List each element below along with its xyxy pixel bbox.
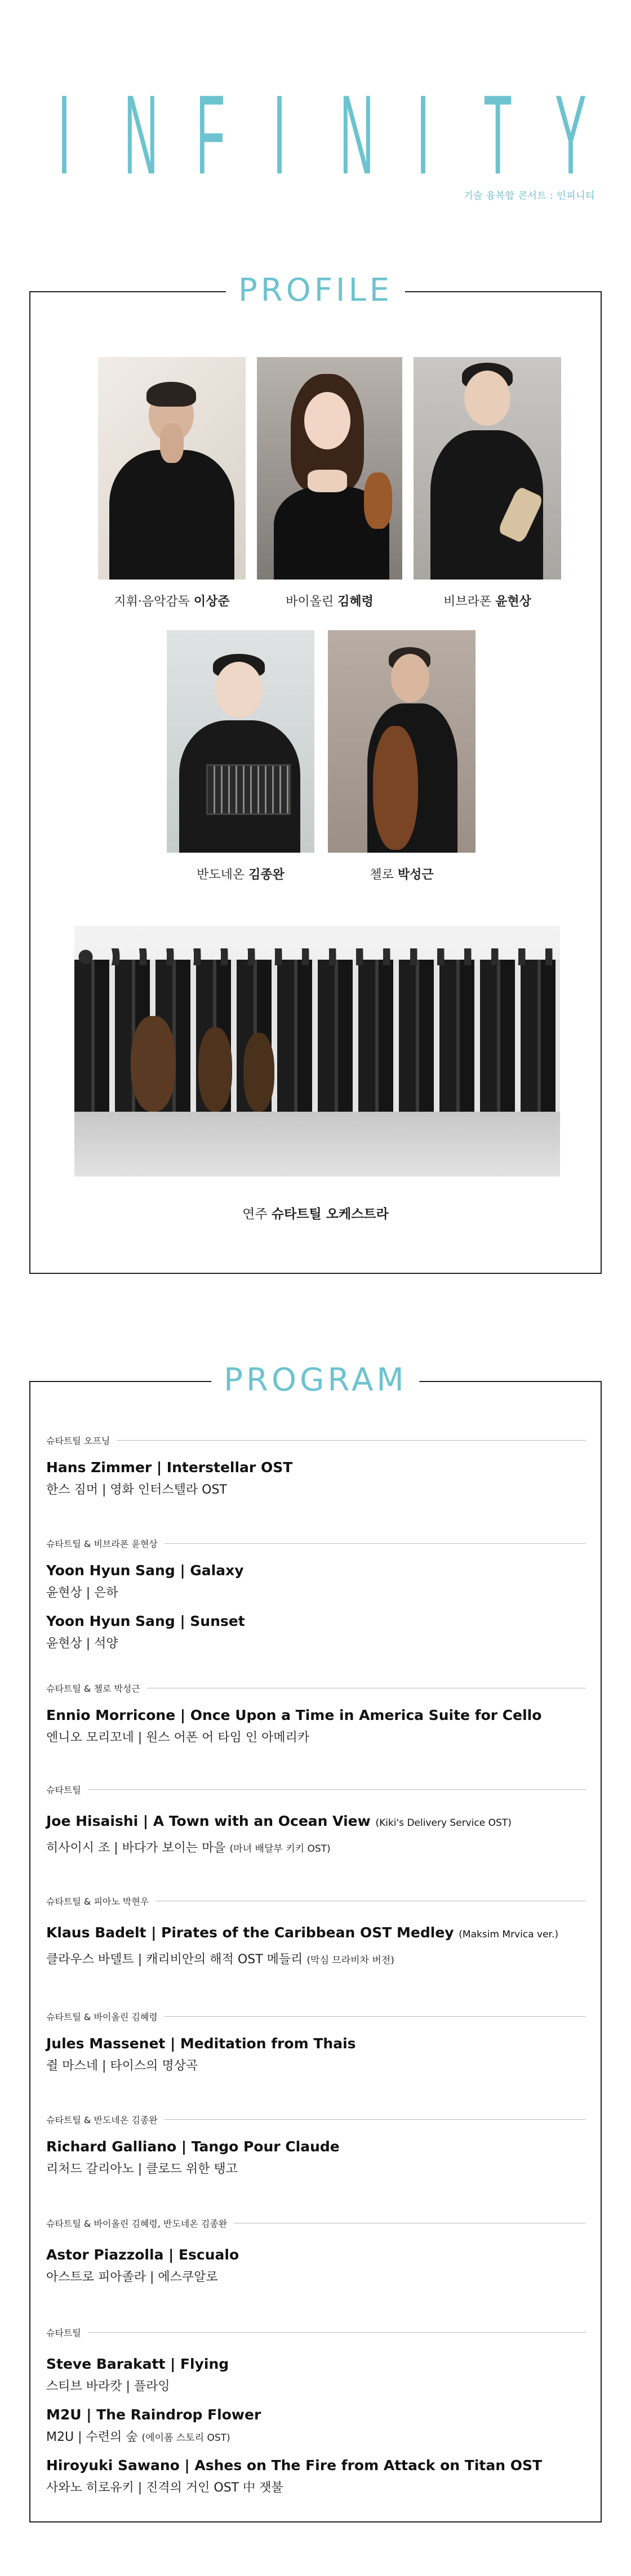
piece-title-ko-text: 클라우스 바델트 | 캐리비안의 해적 OST 메들리 [46, 1953, 303, 1967]
performer-label [46, 1537, 586, 1550]
program-block-vibraphone [46, 1537, 586, 1651]
piece-title-en: Hans Zimmer | Interstellar OST [46, 1459, 293, 1476]
person-name: 윤현상 [495, 595, 531, 609]
piece-note-ko: (마녀 배달부 키키 OST) [229, 1843, 331, 1855]
piece-title-en: Richard Galliano | Tango Pour Claude [46, 2138, 340, 2155]
piece-title-en: Ennio Morricone | Once Upon a Time in America Suite for Cello [46, 1707, 542, 1723]
piece-title-en: M2U | The Raindrop Flower [46, 2406, 261, 2423]
piece-title-ko [46, 1838, 586, 1856]
orchestra-name: 슈타트틸 오케스트라 [271, 1207, 389, 1222]
performer-label-text: 슈타트틸 오프닝 [46, 1436, 110, 1446]
divider-line [165, 1543, 586, 1544]
profile-card-vibraphone [414, 357, 561, 609]
piece-title-ko: 한스 짐머 | 영화 인터스텔라 OST [46, 1483, 227, 1497]
performer-label-text: 슈타트틸 [46, 1785, 81, 1795]
program-item [46, 1613, 586, 1651]
orchestra-caption [30, 1204, 601, 1222]
performer-label [46, 2010, 586, 2023]
role-label: 첼로 [370, 868, 394, 882]
divider-line [165, 2119, 586, 2120]
program-title: PROGRAM [211, 1362, 419, 1399]
piece-title-ko: 스티브 바라캇 | 플라잉 [46, 2379, 170, 2394]
performer-label-text: 슈타트틸 & 바이올린 김혜령 [46, 2012, 158, 2022]
piece-title-ko: 리처드 갈리아노 | 클로드 위한 탱고 [46, 2162, 238, 2176]
piece-title-en [46, 1924, 586, 1941]
piece-title-ko-text: M2U | 수련의 숲 [46, 2430, 138, 2444]
bandoneonist-photo [167, 630, 314, 853]
piece-note-en: (Maksim Mrvica ver.) [459, 1929, 558, 1940]
piece-title-ko: 윤현상 | 은하 [46, 1586, 118, 1600]
profile-card-violin [257, 357, 402, 609]
program-block-galliano [46, 2113, 586, 2177]
performer-label-text: 슈타트틸 & 첼로 박성근 [46, 1683, 140, 1694]
piece-title-ko [46, 1950, 586, 1967]
piece-note-en: (Kiki's Delivery Service OST) [375, 1817, 512, 1829]
profile-card-cello [328, 630, 476, 883]
profile-card-bandoneon [167, 630, 314, 883]
program-block-piazzolla [46, 2217, 586, 2285]
program-item [46, 2138, 586, 2177]
role-label: 연주 [242, 1207, 268, 1222]
logo-letter: T [483, 72, 512, 198]
piece-title-en: Jules Massenet | Meditation from Thais [46, 2035, 356, 2052]
role-label: 바이올린 [286, 595, 334, 609]
divider-line [88, 2332, 586, 2333]
performer-label-text: 슈타트틸 & 비브라폰 윤현상 [46, 1539, 158, 1549]
piece-title-en: Yoon Hyun Sang | Galaxy [46, 1562, 244, 1579]
violin-caption [257, 592, 402, 609]
cellist-photo [328, 630, 476, 853]
conductor-caption [98, 592, 246, 609]
cello-caption [328, 865, 476, 883]
program-section [29, 1362, 602, 2522]
performer-label [46, 2217, 586, 2230]
profile-section [29, 272, 602, 1274]
logo-letter: N [124, 72, 159, 198]
program-block-cello [46, 1682, 586, 1745]
profile-card-conductor [98, 357, 246, 609]
logo-letter: F [195, 72, 225, 198]
logo-letter: Y [554, 72, 586, 198]
program-item [46, 1707, 586, 1745]
performer-label [46, 1682, 586, 1695]
performer-label [46, 2113, 586, 2126]
role-label: 비브라폰 [443, 595, 492, 609]
piece-title-ko: 아스트로 피아졸라 | 에스쿠알로 [46, 2270, 218, 2284]
vibraphone-caption [414, 592, 561, 609]
piece-title-ko: 엔니오 모리꼬네 | 원스 어폰 어 타임 인 아메리카 [46, 1731, 310, 1745]
conductor-photo [98, 357, 246, 580]
program-block-hisaishi [46, 1783, 586, 1856]
performer-label [46, 2326, 586, 2339]
logo-letter: I [273, 72, 286, 198]
logo-letter: I [57, 72, 71, 198]
divider-line [88, 1789, 586, 1790]
piece-title-ko: 쥘 마스네 | 타이스의 명상곡 [46, 2059, 198, 2073]
program-block-massenet [46, 2010, 586, 2074]
program-item [46, 1459, 586, 1498]
profile-title: PROFILE [226, 272, 405, 309]
performer-label [46, 1783, 586, 1796]
performer-label-text: 슈타트틸 & 바이올린 김혜령, 반도네온 김종완 [46, 2218, 228, 2229]
program-item [46, 2356, 586, 2394]
performer-label-text: 슈타트틸 [46, 2328, 81, 2338]
performer-label [46, 1434, 586, 1447]
piece-title-en-text: Joe Hisaishi | A Town with an Ocean View [46, 1813, 371, 1829]
program-item [46, 2247, 586, 2285]
role-label: 지휘·음악감독 [114, 595, 190, 609]
program-item [46, 1813, 586, 1856]
performer-label-text: 슈타트틸 & 피아노 박현우 [46, 1896, 149, 1907]
orchestra-photo [74, 926, 560, 1176]
piece-title-en: Steve Barakatt | Flying [46, 2356, 229, 2372]
piece-title-ko: 사와노 히로유키 | 진격의 거인 OST 中 잿불 [46, 2481, 283, 2495]
program-item [46, 1562, 586, 1601]
bandoneon-caption [167, 865, 314, 883]
piece-note-ko: (에이폼 스토리 OST) [141, 2432, 230, 2444]
logo-letter: I [416, 72, 430, 198]
role-label: 반도네온 [197, 868, 245, 882]
piece-title-en-text: Klaus Badelt | Pirates of the Caribbean OST Medley [46, 1924, 454, 1941]
person-name: 이상준 [193, 595, 230, 609]
piece-title-en: Hiroyuki Sawano | Ashes on The Fire from Attack on Titan OST [46, 2457, 543, 2474]
piece-title-ko-text: 히사이시 조 | 바다가 보이는 마을 [46, 1841, 226, 1855]
program-block-finale [46, 2326, 586, 2495]
piece-note-ko: (막심 므라비차 버전) [306, 1955, 394, 1966]
performer-label [46, 1895, 586, 1908]
concert-subtitle: 기술 융복합 콘서트 : 인피니티 [464, 190, 595, 202]
performer-label-text: 슈타트틸 & 반도네온 김종완 [46, 2115, 158, 2125]
piece-title-en: Astor Piazzolla | Escualo [46, 2247, 239, 2263]
violinist-photo [257, 357, 402, 580]
piece-title-en [46, 1813, 586, 1829]
piece-title-ko: 윤현상 | 석양 [46, 1637, 118, 1651]
person-name: 김혜령 [337, 595, 374, 609]
person-name: 김종완 [248, 868, 285, 882]
program-block-pirates [46, 1895, 586, 1967]
divider-line [165, 2016, 586, 2017]
divider-line [117, 1440, 586, 1441]
piece-title-en: Yoon Hyun Sang | Sunset [46, 1613, 245, 1629]
program-block-opening [46, 1434, 586, 1498]
program-item [46, 2406, 586, 2445]
program-item [46, 2035, 586, 2074]
person-name: 박성근 [397, 868, 434, 882]
logo-letter: N [339, 72, 374, 198]
program-item [46, 2457, 586, 2495]
vibraphonist-photo [414, 357, 561, 580]
piece-title-ko [46, 2427, 586, 2445]
program-item [46, 1924, 586, 1967]
